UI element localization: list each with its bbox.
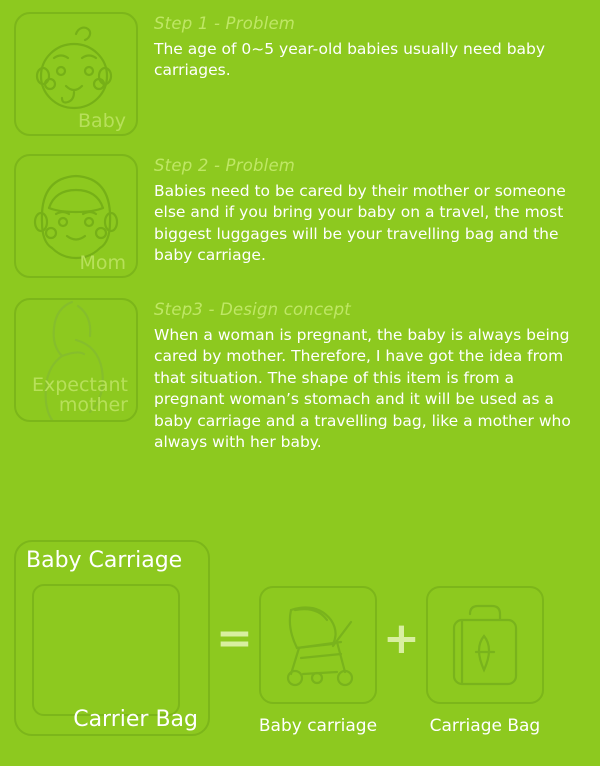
product-label-bottom: Carrier Bag [73, 707, 198, 732]
step-row-3 [0, 298, 600, 453]
step-title-1: Step 1 - Problem [154, 14, 296, 33]
icon-card-expectant-mother [14, 298, 138, 422]
step-body-2: Babies need to be cared by their mother or someone else and if you bring your baby on a travel, the most biggest luggages will be your travelling bag and the baby carriage. [154, 182, 566, 265]
icon-card-stroller [259, 586, 377, 704]
step-row-1 [0, 12, 600, 136]
icon-caption-mom: Mom [79, 252, 126, 274]
equation-row [0, 540, 600, 766]
icon-caption-line2: mother [58, 394, 128, 417]
suitcase-icon [428, 588, 542, 702]
icon-card-suitcase [426, 586, 544, 704]
icon-caption-expectant-mother [32, 376, 128, 416]
product-card [14, 540, 210, 736]
step-text-2 [154, 154, 584, 267]
step-body-1: The age of 0~5 year-old babies usually need baby carriages. [154, 40, 546, 80]
icon-card-mom [14, 154, 138, 278]
equals-sign: = [216, 613, 253, 664]
step-title-2: Step 2 - Problem [154, 156, 296, 175]
term-stroller [259, 540, 377, 736]
icon-caption-line1: Expectant [31, 374, 128, 397]
stroller-icon [261, 588, 375, 702]
caption-stroller: Baby carriage [258, 716, 378, 736]
icon-caption-baby: Baby [78, 110, 126, 132]
step-body-3: When a woman is pregnant, the baby is always being cared by mother. Therefore, I have got the idea from that situation. The shape of this item is from a pregnant woman’s stomach and it will be used as a baby carriage and a travelling bag, like a mother who always with her baby. [154, 326, 571, 451]
product-label-top: Baby Carriage [26, 548, 183, 573]
step-text-1 [154, 12, 584, 82]
icon-card-baby [14, 12, 138, 136]
caption-suitcase: Carriage Bag [429, 716, 541, 736]
infographic-page [0, 12, 600, 766]
step-row-2 [0, 154, 600, 278]
term-suitcase [426, 540, 544, 736]
step-title-3: Step3 - Design concept [154, 300, 351, 319]
step-text-3 [154, 298, 584, 453]
product-bag-outline-icon [32, 584, 180, 716]
plus-sign: + [383, 613, 420, 664]
